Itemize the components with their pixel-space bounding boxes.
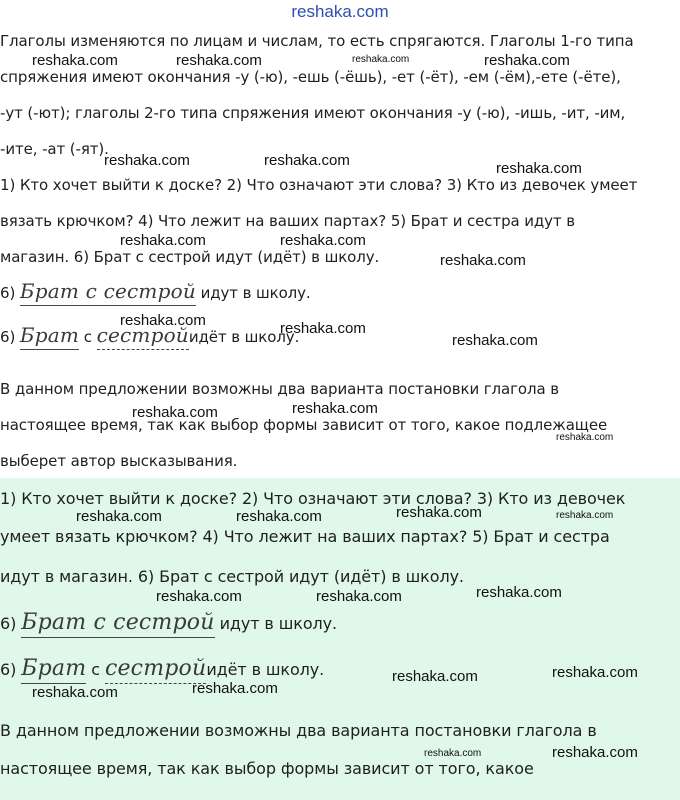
sentence-preposition: с: [79, 328, 97, 346]
sentence-rest: идёт в школу.: [206, 660, 325, 679]
sentence-rest: идёт в школу.: [188, 328, 300, 346]
watermark: reshaka.com: [352, 54, 410, 65]
handwritten-subject-word: Брат: [20, 323, 79, 350]
watermark: reshaka.com: [156, 588, 242, 605]
answer-sentence-2: [0, 323, 300, 347]
watermark: reshaka.com: [76, 508, 162, 525]
watermark: reshaka.com: [280, 320, 366, 337]
watermark: reshaka.com: [476, 584, 562, 601]
watermark: reshaka.com: [552, 664, 638, 681]
green-note-line-1: В данном предложении возможны два варианта постановки глагола в: [0, 721, 597, 740]
watermark: reshaka.com: [176, 52, 262, 69]
handwritten-subject: Брат с сестрой: [21, 610, 214, 638]
sentence-rest: идут в школу.: [214, 614, 338, 633]
watermark: reshaka.com: [556, 510, 614, 521]
rule-line-1: Глаголы изменяются по лицам и числам, то есть спрягаются. Глаголы 1-го типа: [0, 32, 634, 50]
green-question-line-2: умеет вязать крючком? 4) Что лежит на ваших партах? 5) Брат и сестра: [0, 527, 610, 546]
watermark: reshaka.com: [396, 504, 482, 521]
watermark: reshaka.com: [552, 744, 638, 761]
answer-note-line-3: выберет автор высказывания.: [0, 452, 238, 470]
answer-note-line-2: настоящее время, так как выбор формы зависит от того, какое подлежащее: [0, 416, 608, 434]
watermark: reshaka.com: [104, 152, 190, 169]
answer-question-line-1: 1) Кто хочет выйти к доске? 2) Что означают эти слова? 3) Кто из девочек умеет: [0, 176, 638, 194]
handwritten-object-word: сестрой: [97, 323, 189, 350]
watermark: reshaka.com: [496, 160, 582, 177]
watermark: reshaka.com: [292, 400, 378, 417]
watermark: reshaka.com: [264, 152, 350, 169]
sentence-rest: идут в школу.: [195, 284, 311, 302]
watermark: reshaka.com: [484, 52, 570, 69]
handwritten-object-word: сестрой: [105, 656, 206, 684]
rule-line-3: -ут (-ют); глаголы 2-го типа спряжения имеют окончания -у (-ю), -ишь, -ит, -им,: [0, 104, 626, 122]
green-sentence-2: [0, 656, 325, 681]
watermark: reshaka.com: [424, 748, 482, 759]
sentence-number: 6): [0, 284, 16, 302]
answer-note-line-1: В данном предложении возможны два варианта постановки глагола в: [0, 380, 559, 398]
green-question-line-3: идут в магазин. 6) Брат с сестрой идут (идёт) в школу.: [0, 567, 464, 586]
watermark: reshaka.com: [236, 508, 322, 525]
watermark: reshaka.com: [316, 588, 402, 605]
watermark: reshaka.com: [32, 52, 118, 69]
answer-sentence-1: [0, 279, 311, 303]
watermark: reshaka.com: [452, 332, 538, 349]
sentence-number: 6): [0, 660, 17, 679]
green-note-line-2: настоящее время, так как выбор формы зависит от того, какое: [0, 759, 534, 778]
watermark: reshaka.com: [556, 432, 614, 443]
watermark: reshaka.com: [440, 252, 526, 269]
watermark: reshaka.com: [120, 232, 206, 249]
watermark: reshaka.com: [32, 684, 118, 701]
sentence-preposition: с: [86, 660, 105, 679]
rule-line-2: спряжения имеют окончания -у (-ю), -ешь (-ёшь), -ет (-ёт), -ем (-ём),-ете (-ёте),: [0, 68, 621, 86]
answer-question-line-3: магазин. 6) Брат с сестрой идут (идёт) в школу.: [0, 248, 380, 266]
green-sentence-1: [0, 610, 338, 635]
sentence-number: 6): [0, 328, 16, 346]
watermark: reshaka.com: [132, 404, 218, 421]
watermark: reshaka.com: [392, 668, 478, 685]
green-question-line-1: 1) Кто хочет выйти к доске? 2) Что означают эти слова? 3) Кто из девочек: [0, 489, 626, 508]
watermark: reshaka.com: [120, 312, 206, 329]
rule-line-4: -ите, -ат (-ят).: [0, 140, 109, 158]
watermark: reshaka.com: [192, 680, 278, 697]
handwritten-subject-word: Брат: [21, 656, 86, 684]
handwritten-subject: Брат с сестрой: [20, 279, 196, 306]
watermark: reshaka.com: [280, 232, 366, 249]
site-header-link[interactable]: reshaka.com: [291, 2, 389, 21]
sentence-number: 6): [0, 614, 17, 633]
answer-question-line-2: вязать крючком? 4) Что лежит на ваших партах? 5) Брат и сестра идут в: [0, 212, 575, 230]
